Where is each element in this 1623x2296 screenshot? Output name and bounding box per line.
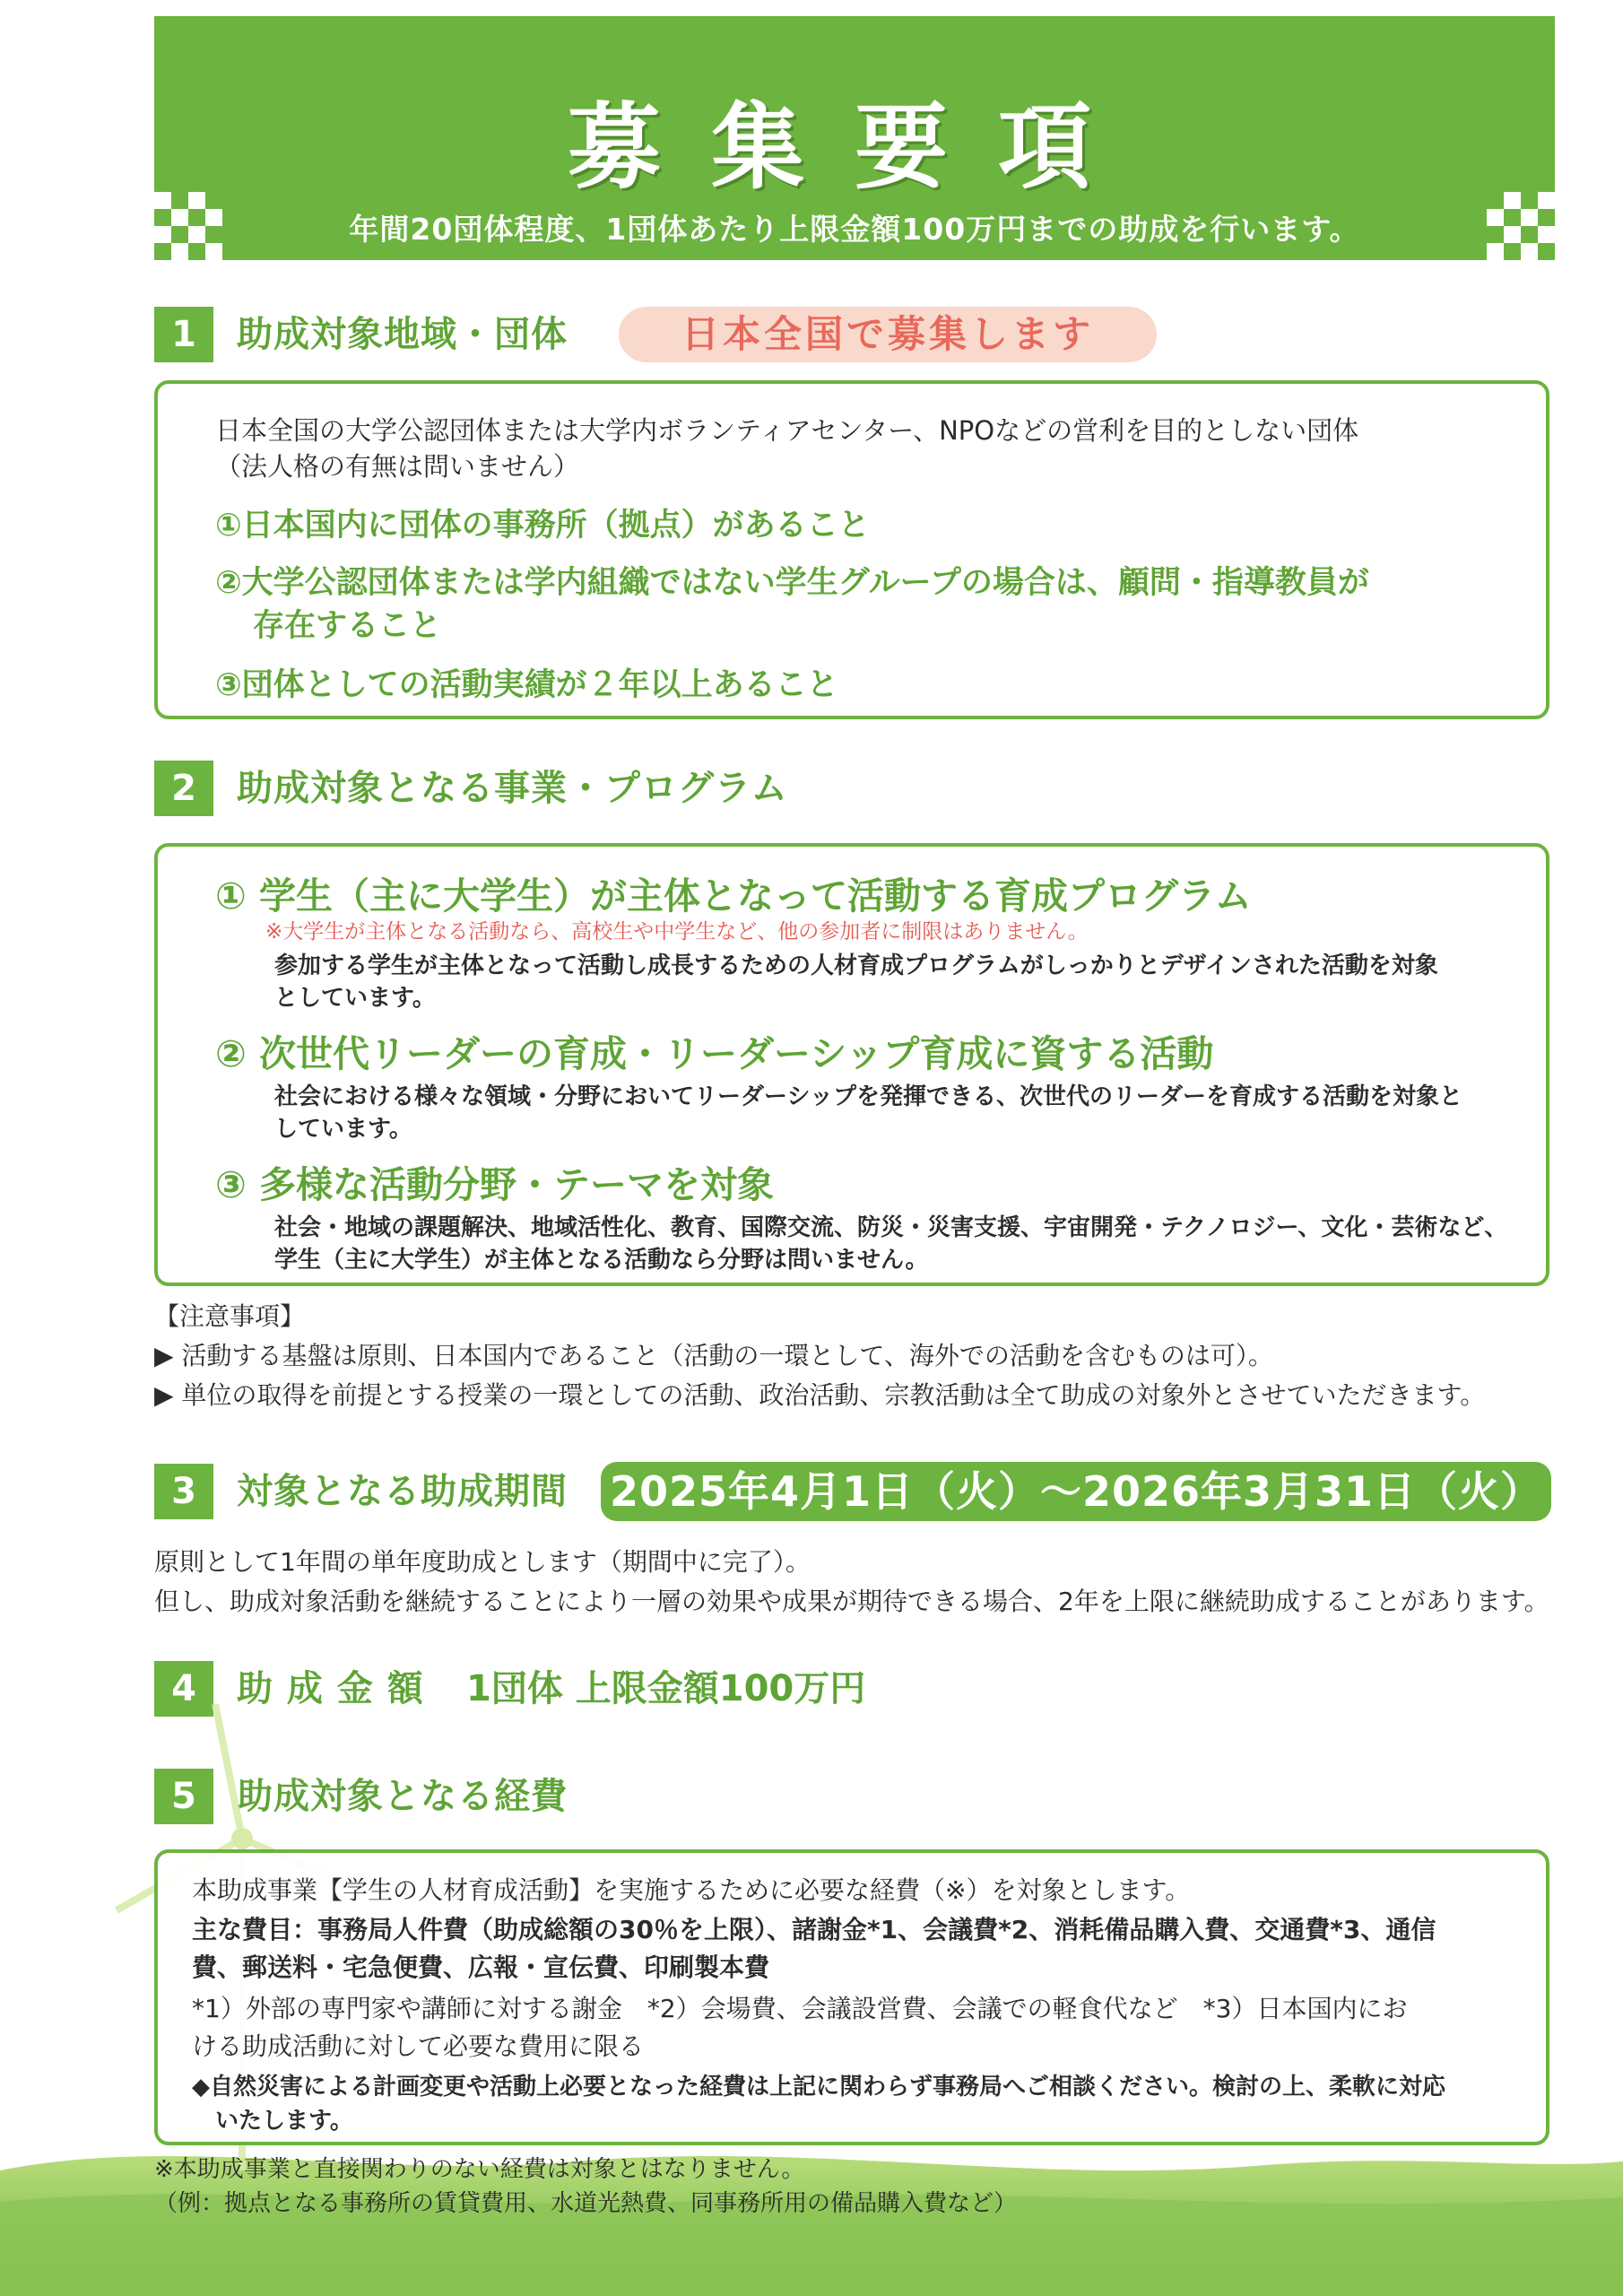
- section-1-title: 助成対象地域・団体: [237, 314, 568, 355]
- section-4-title: 助 成 金 額: [237, 1668, 424, 1709]
- program-2-heading: ② 次世代リーダーの育成・リーダーシップ育成に資する活動: [215, 1032, 1214, 1075]
- section-2-number: 2: [154, 761, 213, 816]
- expense-line-4: *1）外部の専門家や講師に対する謝金 *2）会場費、会議設営費、会議での軽食代など *3）日本国内にお: [192, 1994, 1408, 2023]
- checker-decoration-right: [1487, 192, 1555, 260]
- program-3-desc-2: 学生（主に大学生）が主体となる活動なら分野は問いません。: [274, 1247, 929, 1274]
- section-4-number: 4: [154, 1661, 213, 1717]
- notes-item-2: ▶ 単位の取得を前提とする授業の一環としての活動、政治活動、宗教活動は全て助成の対象外とさせていただきます。: [154, 1380, 1486, 1410]
- section-3-title: 対象となる助成期間: [237, 1471, 568, 1512]
- program-1-desc-1: 参加する学生が主体となって活動し成長するための人材育成プログラムがしっかりとデザインされた活動を対象: [274, 952, 1438, 979]
- section-1-number: 1: [154, 307, 213, 362]
- page-subtitle: 年間20団体程度、1団体あたり上限金額100万円までの助成を行います。: [349, 212, 1360, 247]
- expense-line-3: 費、郵送料・宅急便費、広報・宣伝費、印刷製本費: [192, 1952, 770, 1982]
- section-1-intro-line2: （法人格の有無は問いません）: [215, 451, 580, 482]
- program-1-heading: ① 学生（主に大学生）が主体となって活動する育成プログラム: [215, 874, 1252, 918]
- section-1-intro-line1: 日本全国の大学公認団体または大学内ボランティアセンター、NPOなどの営利を目的としない団体: [215, 415, 1359, 446]
- program-3-heading: ③ 多様な活動分野・テーマを対象: [215, 1163, 774, 1206]
- section-3-number: 3: [154, 1464, 213, 1519]
- program-1-desc-2: としています。: [274, 985, 436, 1012]
- program-1-note: ※大学生が主体となる活動なら、高校生や中学生など、他の参加者に制限はありません。: [265, 920, 1089, 944]
- expense-line-1: 本助成事業【学生の人材育成活動】を実施するために必要な経費（※）を対象とします。: [192, 1875, 1191, 1905]
- program-2-desc-2: しています。: [274, 1116, 412, 1143]
- program-3-desc-1: 社会・地域の課題解決、地域活性化、教育、国際交流、防災・災害支援、宇宙開発・テクノロジー、文化・芸術など、: [274, 1214, 1508, 1241]
- footnote-1: ※本助成事業と直接関わりのない経費は対象とはなりません。: [154, 2156, 805, 2183]
- section-1-item-2: ②大学公認団体または学内組織ではない学生グループの場合は、顧問・指導教員が: [215, 565, 1369, 601]
- page-title: 募集要項: [567, 91, 1141, 202]
- section-3-text-1: 原則として1年間の単年度助成とします（期間中に完了）。: [154, 1547, 811, 1577]
- expense-line-7: いたします。: [215, 2108, 353, 2135]
- section-1-item-1: ①日本国内に団体の事務所（拠点）があること: [215, 508, 870, 544]
- section-1-box: [154, 380, 1549, 719]
- notes-item-1: ▶ 活動する基盤は原則、日本国内であること（活動の一環として、海外での活動を含むものは可）。: [154, 1341, 1273, 1370]
- section-5-number: 5: [154, 1769, 213, 1824]
- section-5-title: 助成対象となる経費: [237, 1776, 568, 1817]
- grant-period-badge: 2025年4月1日（火）〜2026年3月31日（火）: [601, 1462, 1551, 1521]
- grant-amount: 1団体 上限金額100万円: [466, 1668, 866, 1709]
- expense-line-6: ◆自然災害による計画変更や活動上必要となった経費は上記に関わらず事務局へご相談ください。検討の上、柔軟に対応: [192, 2074, 1445, 2100]
- section-2-box: [154, 843, 1549, 1286]
- checker-decoration-left: [154, 192, 222, 260]
- section-3-text-2: 但し、助成対象活動を継続することにより一層の効果や成果が期待できる場合、2年を上限に継続助成することがあります。: [154, 1587, 1549, 1616]
- section-5-box: [154, 1849, 1549, 2145]
- nationwide-badge: 日本全国で募集します: [619, 307, 1157, 362]
- section-2-title: 助成対象となる事業・プログラム: [237, 768, 788, 809]
- notes-title: 【注意事項】: [154, 1301, 306, 1331]
- footnote-2: （例：拠点となる事務所の賃貸費用、水道光熱費、同事務所用の備品購入費など）: [154, 2190, 1018, 2217]
- expense-line-2: 主な費目：事務局人件費（助成総額の30％を上限）、諸謝金*1、会議費*2、消耗備品購入費、交通費*3、通信: [192, 1915, 1436, 1944]
- expense-line-5: ける助成活動に対して必要な費用に限る: [192, 2031, 645, 2061]
- program-2-desc-1: 社会における様々な領域・分野においてリーダーシップを発揮できる、次世代のリーダーを育成する活動を対象と: [274, 1083, 1462, 1110]
- section-1-item-2-cont: 存在すること: [253, 608, 442, 644]
- header-banner: [154, 16, 1555, 260]
- section-1-item-3: ③団体としての活動実績が２年以上あること: [215, 667, 838, 703]
